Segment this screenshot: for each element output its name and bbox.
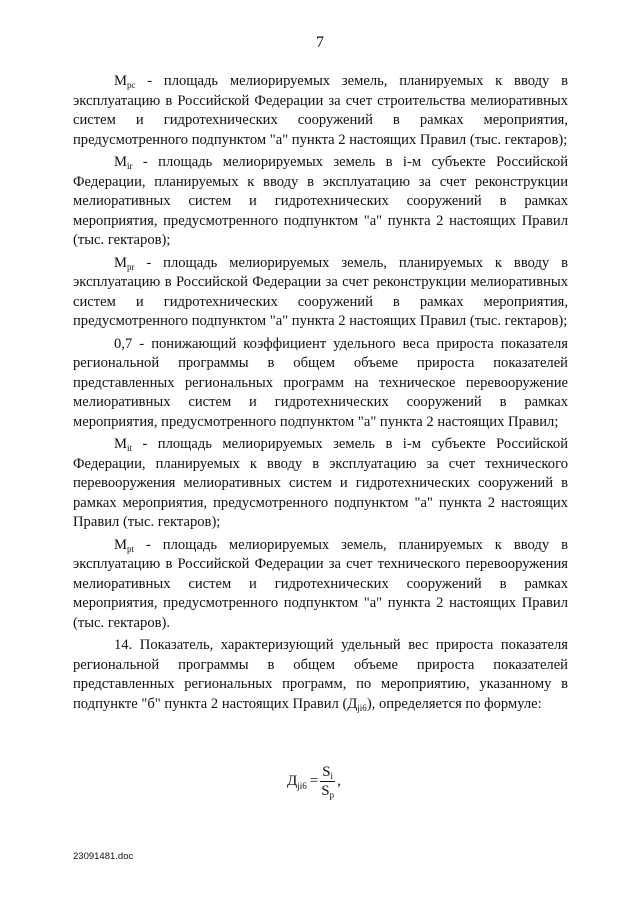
paragraph-14: 14. Показатель, характеризующий удельный вес прироста показателя региональной программы в общем объеме прироста показателей представленных региональных программ, по мероприятию, указанному в подпункте "б" пункта 2 настоящих Правил $(Д_{ji6})$, определяется по формуле: <box>73 637 568 713</box>
paragraph-coefficient: 0,7 - понижающий коэффициент удельного веса прироста показателя региональной программы в общем объеме прироста показателей представленных региональных программ на техническое перевооружение мелиоративных систем и гидротехнических сооружений в рамках мероприятия, предусмотренного подпунктом "а" пункта 2 настоящих Правил; <box>73 335 568 430</box>
formula-comma: , <box>337 773 341 789</box>
formula-lhs: $Д_{ji6}$ <box>287 773 307 791</box>
formula-equals: = <box>309 773 319 789</box>
formula-fraction <box>319 764 336 799</box>
page-number: 7 <box>316 34 324 51</box>
document-filename: 23091481.doc <box>73 851 134 862</box>
formula-numerator: $S_i$ <box>322 764 334 781</box>
formula-denominator: $S_p$ <box>321 783 335 800</box>
formula <box>287 764 341 799</box>
paragraph-mpc: $M_{pc}$ - площадь мелиорируемых земель, планируемых к вводу в эксплуатацию в Российской Федерации за счет строительства мелиоративных систем и гидротехнических сооружений в рамках мероприятия, предусмотренного подпунктом "а" пункта 2 настоящих Правил (тыс. гектаров); <box>73 73 568 148</box>
paragraph-mpt: $M_{pt}$ - площадь мелиорируемых земель, планируемых к вводу в эксплуатацию в Российской Федерации за счет технического перевооружения мелиоративных систем и гидротехнических сооружений в рамках мероприятия, предусмотренного подпунктом "а" пункта 2 настоящих Правил (тыс. гектаров). <box>73 536 568 631</box>
paragraph-mpr: $M_{pr}$ - площадь мелиорируемых земель, планируемых к вводу в эксплуатацию в Российской Федерации за счет реконструкции мелиоративных систем и гидротехнических сооружений в рамках мероприятия, предусмотренного подпунктом "а" пункта 2 настоящих Правил (тыс. гектаров); <box>73 254 568 329</box>
paragraph-mir: $M_{ir}$ - площадь мелиорируемых земель в i-м субъекте Российской Федерации, планируемых к вводу в эксплуатацию за счет реконструкции мелиоративных систем и гидротехнических сооружений в рамках мероприятия, предусмотренного подпунктом "а" пункта 2 настоящих Правил (тыс. гектаров); <box>73 154 568 248</box>
paragraph-mit: $M_{it}$ - площадь мелиорируемых земель в i-м субъекте Российской Федерации, планируемых к вводу в эксплуатацию за счет технического перевооружения мелиоративных систем и гидротехнических сооружений в рамках мероприятия, предусмотренного подпунктом "а" пункта 2 настоящих Правил (тыс. гектаров); <box>73 436 568 530</box>
document-body <box>73 72 568 717</box>
